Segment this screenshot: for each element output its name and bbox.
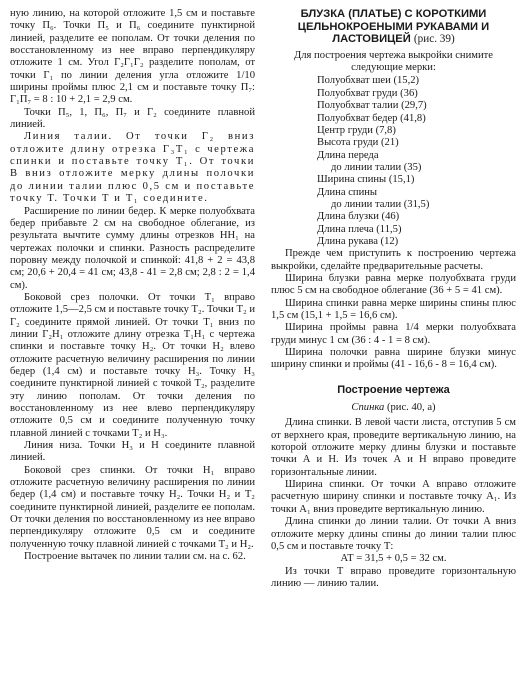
paragraph: Боковой срез полочки. От точки Т₁ вправо отложите 1,5—2,5 см и поставьте точку Т₂. Точки Т₂ и Г₂ соедините прямой линией. От точки Т₁ вниз по линии Г₂Н₁ отложите длину отрезка Т₁Н₁ с чертежа спинки и поставьте точку Н₂. От точки Н₂ влево отложите расчетную величину расширения по линии бедер (1,4 см) и поставьте точку Н₃. Точку Н₃ соедините пунктирной линией с точкой Т₂, разделите эту линию пополам. От точки деления по восстановленному из нее влево перпендикуляру отложите 0,5 см и соедините полученную точку плавной линией с точками Т₂ и Н₃. [10,291,255,439]
figure-caption [271,402,516,414]
paragraph: Ширина блузки равна мерке полуобхвата груди плюс 5 см на свободное облегание (36 + 5 = 41 см). [271,272,516,297]
paragraph: Ширина спинки. От точки А вправо отложите расчетную ширину спинки и поставьте точку А₁. Из точки А₁ вниз проведите вертикальную линию. [271,479,516,515]
paragraph: Расширение по линии бедер. К мерке полуобхвата бедер прибавьте 2 см на свободное облегание, из результата вычтите сумму длины отрезков НН₁ на чертежах полочки и спинки. Разность распределите поровну между полочкой и спинкой: 41,8 + 2 = 43,8 см; 20,6 + 20,4 = 41 см; 43,8 - 41 = 2,8 см; 2,8 : 2 = 1,4 см). [10,205,255,291]
measurement-item: Длина блузки (46) [317,211,400,223]
formula: АТ = 31,5 + 0,5 = 32 см. [340,553,447,565]
measurement-item: Высота груди (21) [317,137,399,149]
measurement-item: Полуобхват талии (29,7) [317,100,427,112]
paragraph: Точки П₅, 1, П₆, П₇ и Г₂ соедините плавной линией. [10,106,255,131]
measurement-item: Длина рукава (12) [317,235,399,247]
paragraph: Линия низа. Точки Н₃ и Н соедините плавной линией. [10,440,255,464]
paragraph: Прежде чем приступить к построению чертежа выкройки, сделайте предварительные расчеты. [271,248,516,272]
measurement-item: Полуобхват груди (36) [317,87,418,99]
measurement-item: Центр груди (7,8) [317,124,396,136]
measurement-item: до линии талии (31,5) [331,198,430,210]
paragraph: Из точки Т вправо проведите горизонтальную линию — линию талии. [271,565,516,589]
measurements-list [317,75,516,248]
measurement-item: Длина плеча (11,5) [317,223,402,235]
right-column [271,8,516,590]
measurement-item: Ширина спины (15,1) [317,174,415,186]
paragraph: Боковой срез спинки. От точки Н₁ вправо отложите расчетную величину расширения по линии бедер (1,4 см) и поставьте точку Н₂. Точки Н₂ и Т₂ соедините пунктирной линией, разделите ее пополам. От точки деления по восстановленному из нее вправо перпендикуляру отложите 0,5 см и соедините полученную точку плавной линией с точками Т₂ и Н₂. [10,464,255,550]
article-title-text: БЛУЗКА (ПЛАТЬЕ) С КОРОТКИМИ ЦЕЛЬНОКРОЕНЫМИ РУКАВАМИ И ЛАСТОВИЦЕЙ [297,8,490,46]
paragraph: Линия талии. От точки Г₂ вниз отложите длину отрезка Г₃Т₁ с чертежа спинки и поставьте точку Т₁. От точки В вниз отложите мерку длины полочки до линии талии плюс 0,5 см и поставьте точку Т. Точки Т и Т₁ соедините. [10,131,255,205]
paragraph: Длина спинки. В левой части листа, отступив 5 см от верхнего края, проведите вертикальную линию, на которой отложите мерку длины блузки и поставьте точки А и Н. Из точек А и Н вправо проведите горизонтальные линии. [271,417,516,478]
paragraph: Длина спинки до линии талии. От точки А вниз отложите мерку длины спины до линии талии плюс 0,5 см и поставьте точку Т: [271,516,516,552]
section-heading: Построение чертежа [337,383,450,396]
paragraph: Ширина полочки равна ширине блузки минус ширину спинки и проймы (41 - 16,6 - 8 = 16,4 см). [271,347,516,371]
figure-reference: (рис. 39) [413,33,455,46]
paragraph: Ширина проймы равна 1/4 мерки полуобхвата груди минус 1 см (36 : 4 - 1 = 8 см). [271,322,516,346]
figure-caption-ref: (рис. 40, а) [386,402,436,414]
measurement-item: Длина переда [317,149,379,161]
intro-text: Для построения чертежа выкройки снимите следующие мерки: [294,49,493,74]
paragraph: ную линию, на которой отложите 1,5 см и поставьте точку П₆. Точки П₅ и П₆ соедините пунктирной линией, разделите ее пополам. От точки деления по восстановленному из нее вправо перпендикуляру отложите 1 см. Угол Г₂Г₁Г₂ разделите пополам, от точки Г₁ по линии деления угла отложите 1/10 ширины проймы плюс 2,1 см и поставьте точку П₇: Г₁П₇ = 8 : 10 + 2,1 = 2,9 см. [10,8,255,106]
figure-caption-word: Спинка [351,402,385,414]
measurement-item: Полуобхват бедер (41,8) [317,112,426,124]
article-title [271,8,516,46]
paragraph: Построение вытачек по линии талии см. на с. 62. [24,551,246,563]
measurement-item: до линии талии (35) [331,161,422,173]
paragraph: Ширина спинки равна мерке ширины спины плюс 1,5 см (15,1 + 1,5 = 16,6 см). [271,297,516,321]
measurement-item: Полуобхват шеи (15,2) [317,75,420,87]
measurement-item: Длина спины [317,186,378,198]
left-column [10,8,255,563]
